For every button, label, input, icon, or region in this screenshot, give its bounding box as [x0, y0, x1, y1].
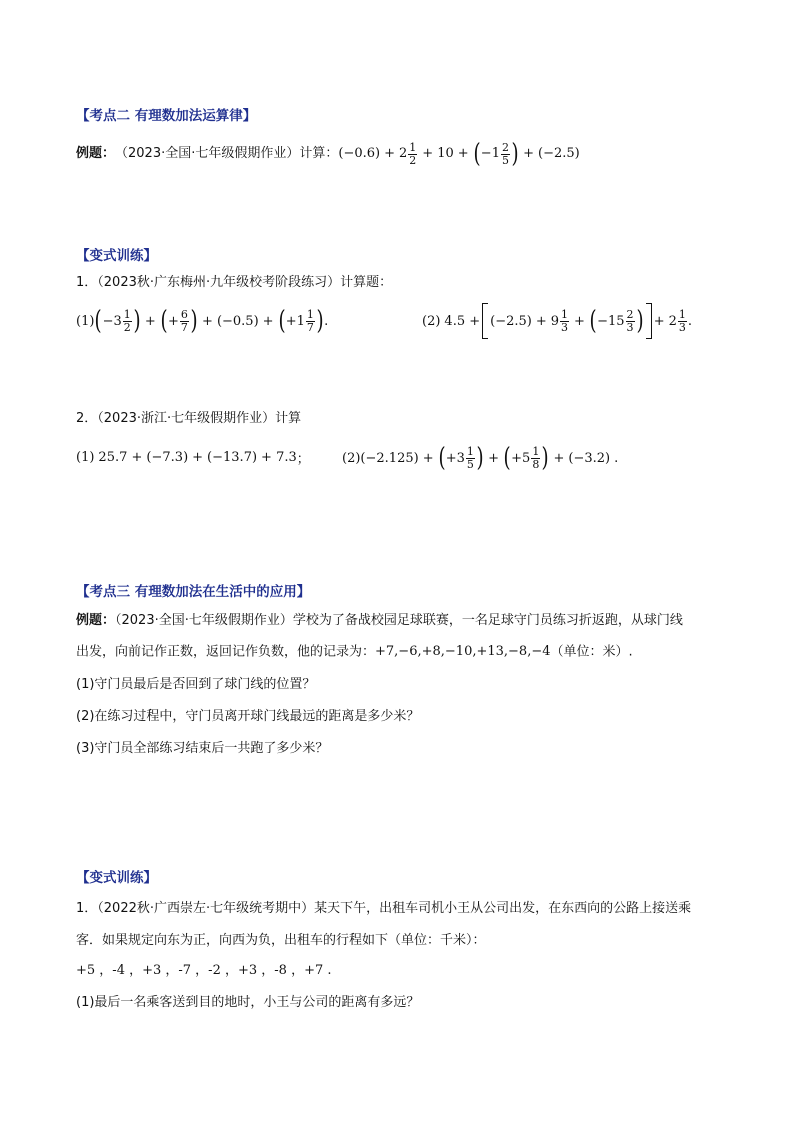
- example-label: 例题：: [76, 613, 116, 628]
- bracket: [646, 303, 652, 339]
- example-2: [76, 139, 580, 169]
- fraction: $\frac{1}{8}$: [532, 444, 540, 471]
- example-3-line-2: 出发，向前记作正数，返回记作负数，他的记录为：+7,−6,+8,−10,+13,−8,−4（单位：米）.: [76, 644, 633, 660]
- practice-heading-1: 【变式训练】: [76, 248, 157, 264]
- practice-3-trip-values: +5 ，-4 ，+3 ，-7 ，-2 ，+3 ，-8 ，+7 .: [76, 963, 332, 978]
- part-label: (1): [76, 449, 95, 465]
- bracket: [482, 303, 488, 339]
- fraction: $\frac{2}{3}$: [626, 307, 634, 334]
- operator: +: [384, 146, 395, 161]
- fraction: $\frac{1}{2}$: [409, 140, 417, 167]
- term: −1: [480, 146, 500, 161]
- section-heading-point-two: 【考点二 有理数加法运算律】: [76, 108, 257, 124]
- fraction: $\frac{1}{7}$: [306, 307, 314, 334]
- fraction: $\frac{1}{3}$: [678, 307, 686, 334]
- example-2-expression: [338, 141, 579, 167]
- practice-1-part-2: (2) 4.5 + ( −2.5 ) + 9 $\frac{1}{3}$ + ( −15 $\frac{2}{3}$ ) + 2 $\frac{1}{3}$ .: [422, 302, 692, 340]
- record-values: +7,−6,+8,−10,+13,−8,−4: [375, 644, 551, 659]
- example-label: 例题：: [76, 146, 116, 161]
- practice-2-part-2: (2) ( −2.125 ) + ( +3 $\frac{1}{5}$ ) + ( +5 $\frac{1}{8}$ ) + ( −3.2 ) .: [342, 443, 619, 473]
- practice-3-question-1: (1)最后一名乘客送到目的地时，小王与公司的距离有多远？: [76, 995, 420, 1010]
- part-label: (1): [76, 313, 95, 329]
- operator: +: [422, 146, 434, 161]
- operator: +: [457, 146, 469, 161]
- practice-heading-2: 【变式训练】: [76, 870, 157, 886]
- example-3-question-1: (1)守门员最后是否回到了球门线的位置？: [76, 677, 316, 692]
- term: 10: [437, 146, 454, 161]
- term: (−0.6): [338, 146, 381, 161]
- practice-1-part-1: (1) ( −3 $\frac{1}{2}$ ) + ( + $\frac{6}{7}$ ) + ( −0.5 ) + ( +1 $\frac{1}{7}$ ) .: [76, 306, 329, 336]
- section-heading-point-three: 【考点三 有理数加法在生活中的应用】: [76, 584, 311, 600]
- term: 2: [399, 146, 408, 161]
- part-label: (2): [422, 313, 441, 329]
- fraction: $\frac{2}{5}$: [501, 140, 509, 167]
- practice-1-intro: 1．（2023秋·广东梅州·九年级校考阶段练习）计算题：: [76, 275, 393, 290]
- term: (−2.5): [538, 146, 580, 161]
- practice-3-line-2: 客．如果规定向东为正，向西为负，出租车的行程如下（单位：千米）：: [76, 933, 486, 948]
- operator: +: [523, 146, 535, 161]
- paren: ): [511, 139, 519, 169]
- practice-2-part-1: (1) 25.7 + ( −7.3 ) + ( −13.7 ) + 7.3 ；: [76, 449, 310, 467]
- fraction: $\frac{1}{5}$: [466, 444, 474, 471]
- example-3-question-3: (3)守门员全部练习结束后一共跑了多少米？: [76, 741, 329, 756]
- practice-3-line-1: 1．（2022秋·广西崇左·七年级统考期中）某天下午，出租车司机小王从公司出发，在东西向的公路上接送乘: [76, 901, 692, 916]
- example-source: （2023·全国·七年级假期作业）计算：: [115, 146, 339, 161]
- example-3-line-1: 例题：（2023·全国·七年级假期作业）学校为了备战校园足球联赛，一名足球守门员练习折返跑，从球门线: [76, 613, 683, 628]
- fraction: $\frac{1}{3}$: [561, 307, 569, 334]
- practice-2-intro: 2．（2023·浙江·七年级假期作业）计算: [76, 411, 302, 426]
- fraction: $\frac{6}{7}$: [180, 307, 188, 334]
- example-3-question-2: (2)在练习过程中，守门员离开球门线最远的距离是多少米？: [76, 709, 420, 724]
- fraction: $\frac{1}{2}$: [123, 307, 131, 334]
- paren: (: [473, 139, 481, 169]
- part-label: (2): [342, 450, 361, 466]
